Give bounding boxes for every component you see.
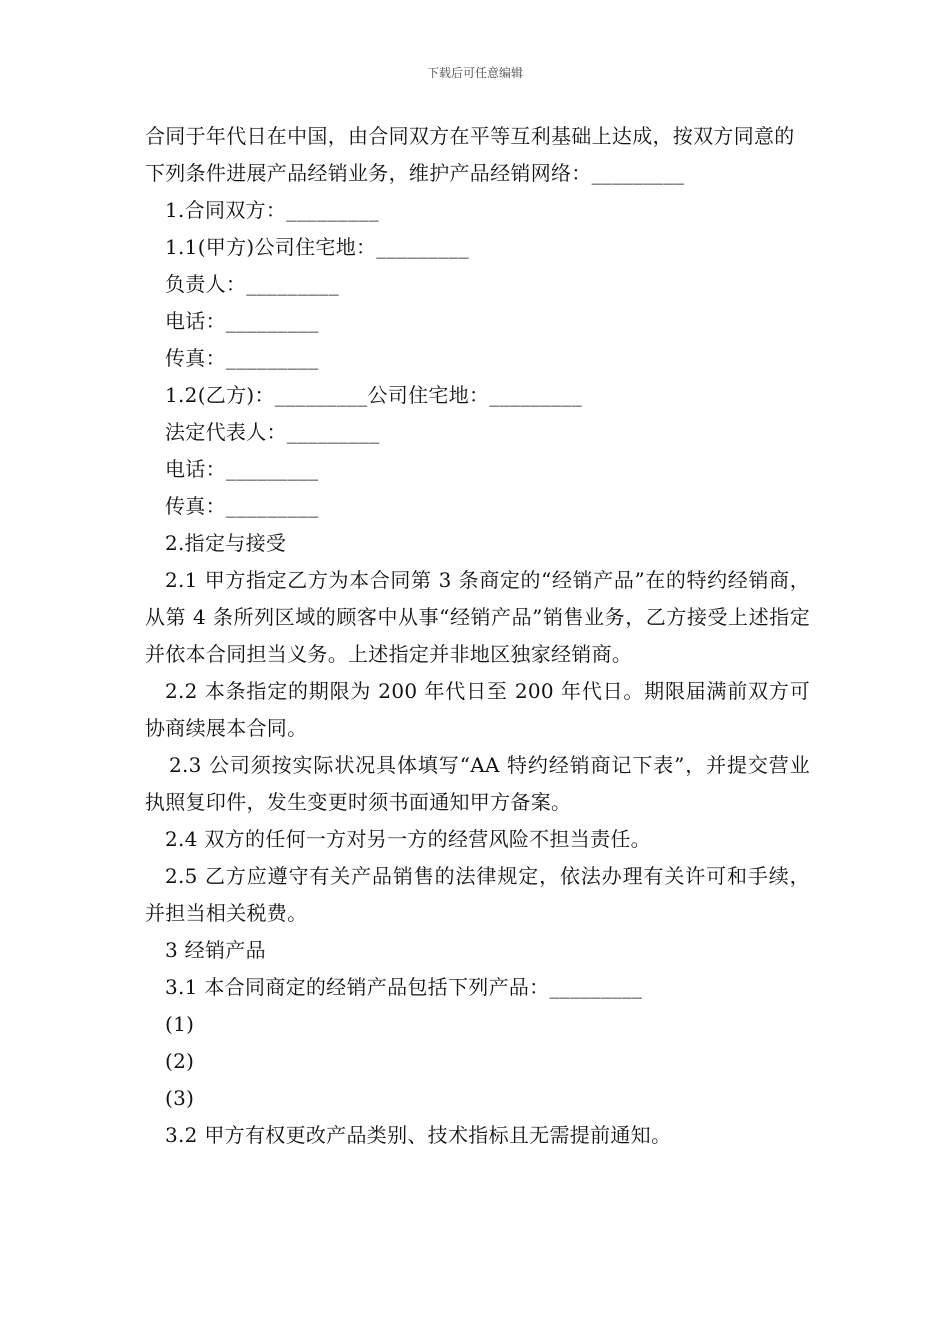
party-b-address: 1.2(乙方)：_________公司住宅地：_________: [165, 383, 583, 407]
section-1-heading: 1.合同双方：_________: [165, 198, 379, 222]
page-header: 下载后可任意编辑: [426, 66, 523, 80]
party-a-phone: 电话：_________: [165, 309, 319, 333]
section-2-heading: 2.指定与接受: [165, 531, 287, 555]
list-item-3: (3): [165, 1086, 195, 1110]
clause-2-2: 2.2 本条指定的期限为 200 年代日至 200 年代日。期限届满前双方可协商续展本合同。: [145, 679, 810, 740]
party-b-phone: 电话：_________: [165, 457, 319, 481]
list-item-2: (2): [165, 1049, 195, 1073]
clause-3-2: 3.2 甲方有权更改产品类别、技术指标且无需提前通知。: [165, 1123, 672, 1147]
party-b-fax: 传真：_________: [165, 494, 319, 518]
section-3-heading: 3 经销产品: [165, 938, 266, 962]
clause-2-5: 2.5 乙方应遵守有关产品销售的法律规定，依法办理有关许可和手续，并担当相关税费。: [145, 864, 810, 925]
party-a-address: 1.1(甲方)公司住宅地：_________: [165, 235, 470, 259]
clause-2-1: 2.1 甲方指定乙方为本合同第 3 条商定的“经销产品”在的特约经销商，从第 4 条所列区域的顾客中从事“经销产品”销售业务，乙方接受上述指定并依本合同担当义务。上述指定并非地区独家经销商。: [145, 568, 810, 666]
clause-3-1: 3.1 本合同商定的经销产品包括下列产品：_________: [165, 975, 643, 999]
clause-2-3: 2.3 公司须按实际状况具体填写“AA 特约经销商记下表”，并提交营业执照复印件，发生变更时须书面通知甲方备案。: [145, 753, 810, 814]
party-b-legal-rep: 法定代表人：_________: [165, 420, 380, 444]
intro-paragraph: 合同于年代日在中国，由合同双方在平等互利基础上达成，按双方同意的下列条件进展产品经销业务，维护产品经销网络：_________: [145, 124, 795, 185]
list-item-1: (1): [165, 1012, 195, 1036]
document-body: [145, 118, 810, 1154]
party-a-manager: 负责人：_________: [165, 272, 339, 296]
clause-2-4: 2.4 双方的任何一方对另一方的经营风险不担当责任。: [165, 827, 651, 851]
party-a-fax: 传真：_________: [165, 346, 319, 370]
